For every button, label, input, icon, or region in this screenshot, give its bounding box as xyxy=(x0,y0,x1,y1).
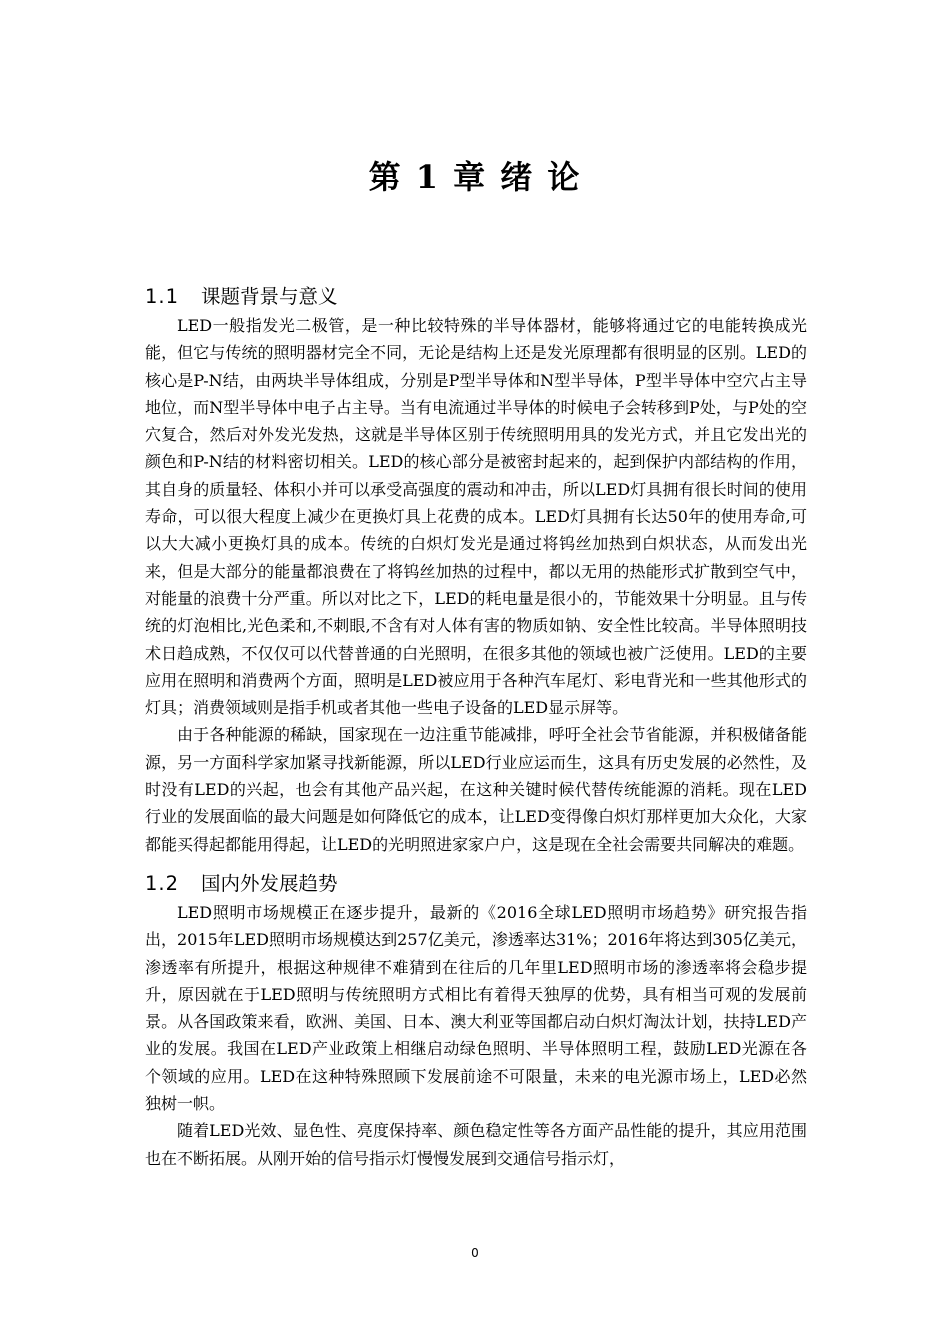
section-title: 课题背景与意义 xyxy=(201,285,338,308)
paragraph: LED一般指发光二极管，是一种比较特殊的半导体器材，能够将通过它的电能转换成光能，但它与传统的照明器材完全不同，无论是结构上还是发光原理都有很明显的区别。LED的核心是P-N结，由两块半导体组成，分别是P型半导体和N型半导体，P型半导体中空穴占主导地位，而N型半导体中电子占主导。当有电流通过半导体的时候电子会转移到P处，与P处的空穴复合，然后对外发光发热，这就是半导体区别于传统照明用具的发光方式，并且它发出光的颜色和P-N结的材料密切相关。LED的核心部分是被密封起来的，起到保护内部结构的作用，其自身的质量轻、体积小并可以承受高强度的震动和冲击，所以LED灯具拥有很长时间的使用寿命，可以很大程度上减少在更换灯具上花费的成本。LED灯具拥有长达50年的使用寿命,可以大大减小更换灯具的成本。传统的白炽灯发光是通过将钨丝加热到白炽状态，从而发出光来，但是大部分的能量都浪费在了将钨丝加热的过程中，都以无用的热能形式扩散到空气中，对能量的浪费十分严重。所以对比之下，LED的耗电量是很小的，节能效果十分明显。且与传统的灯泡相比,光色柔和,不刺眼,不含有对人体有害的物质如钠、安全性比较高。半导体照明技术日趋成熟，不仅仅可以代替普通的白光照明，在很多其他的领域也被广泛使用。LED的主要应用在照明和消费两个方面，照明是LED被应用于各种汽车尾灯、彩电背光和一些其他形式的灯具；消费领域则是指手机或者其他一些电子设备的LED显示屏等。 xyxy=(145,316,807,718)
chapter-title: 第 1 章 绪 论 xyxy=(368,158,582,196)
paragraph: 由于各种能源的稀缺，国家现在一边注重节能减排，呼吁全社会节省能源，并积极储备能源，另一方面科学家加紧寻找新能源，所以LED行业应运而生，这具有历史发展的必然性，及时没有LED的兴起，也会有其他产品兴起，在这种关键时候代替传统能源的消耗。现在LED行业的发展面临的最大问题是如何降低它的成本，让LED变得像白炽灯那样更加大众化，大家都能买得起都能用得起，让LED的光明照进家家户户，这是现在全社会需要共同解决的难题。 xyxy=(145,725,807,854)
section-heading xyxy=(145,282,807,312)
page-number: 0 xyxy=(471,1246,479,1260)
section-number: 1.1 xyxy=(145,285,180,308)
paragraph: LED照明市场规模正在逐步提升，最新的《2016全球LED照明市场趋势》研究报告指出，2015年LED照明市场规模达到257亿美元，渗透率达31%；2016年将达到305亿美元，渗透率有所提升，根据这种规律不难猜到在往后的几年里LED照明市场的渗透率将会稳步提升，原因就在于LED照明与传统照明方式相比有着得天独厚的优势，具有相当可观的发展前景。从各国政策来看，欧洲、美国、日本、澳大利亚等国都启动白炽灯淘汰计划，扶持LED产业的发展。我国在LED产业政策上相继启动绿色照明、半导体照明工程，鼓励LED光源在各个领域的应用。LED在这种特殊照顾下发展前途不可限量，未来的电光源市场上，LED必然独树一帜。 xyxy=(145,902,807,1114)
section-heading xyxy=(145,869,807,899)
section-title: 国内外发展趋势 xyxy=(201,871,338,895)
section-number: 1.2 xyxy=(145,871,180,895)
paragraph: 随着LED光效、显色性、亮度保持率、颜色稳定性等各方面产品性能的提升，其应用范围也在不断拓展。从刚开始的信号指示灯慢慢发展到交通信号指示灯， xyxy=(145,1121,807,1168)
page-body xyxy=(145,282,807,1172)
